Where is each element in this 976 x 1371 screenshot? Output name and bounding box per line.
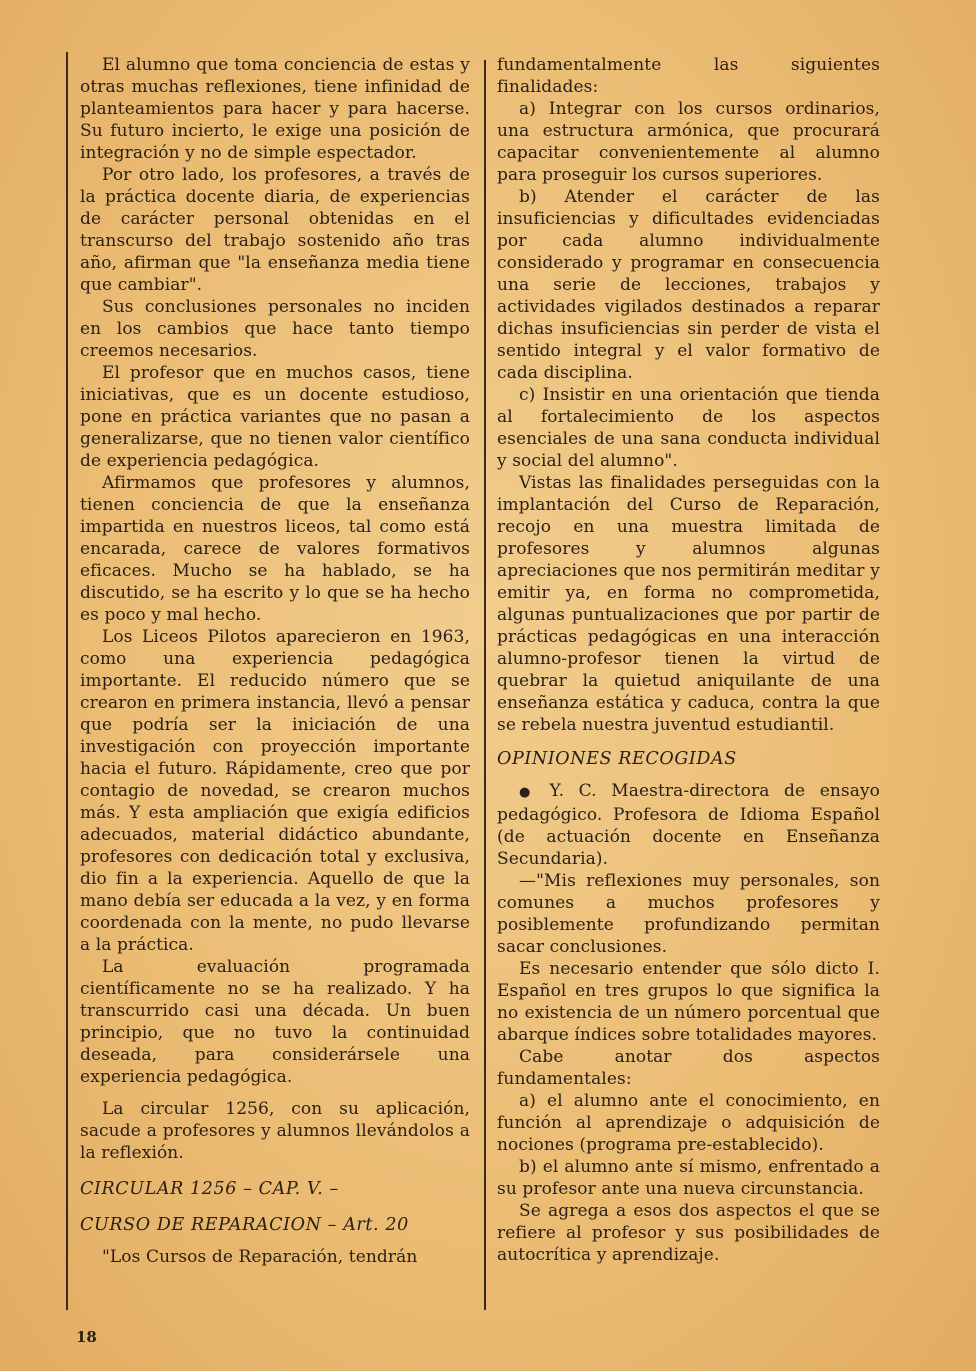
section-heading-circular: CIRCULAR 1256 – CAP. V. –: [80, 1179, 339, 1199]
paragraph: fundamentalmente las siguientes finalidades:: [497, 55, 880, 97]
left-column: [80, 54, 470, 1268]
page-number: 18: [76, 1328, 97, 1346]
paragraph: "Los Cursos de Reparación, tendrán: [102, 1247, 418, 1267]
list-item: c) Insistir en una orientación que tienda al fortalecimiento de los aspectos esenciales de una sana conducta individual y social del alumno".: [497, 385, 880, 471]
paragraph: —"Mis reflexiones muy personales, son comunes a muchos profesores y posiblemente profundizando permitan sacar conclusiones.: [497, 871, 880, 957]
bullet-icon: ●: [519, 785, 540, 800]
paragraph: Los Liceos Pilotos aparecieron en 1963, como una experiencia pedagógica importante. El reducido número que se crearon en primera instancia, llevó a pensar que podría ser la iniciación de una investigación con proyección importante hacia el futuro. Rápidamente, creo que por contagio de novedad, se crearon muchos más. Y esta ampliación que exigía edificios adecuados, material didáctico abundante, profesores con dedicación total y exclusiva, dio fin a la experiencia. Aquello de que la mano debía ser educada a la vez, y en forma coordenada con la mente, no pudo llevarse a la práctica.: [80, 627, 470, 955]
paragraph: Sus conclusiones personales no inciden en los cambios que hace tanto tiempo creemos necesarios.: [80, 297, 470, 361]
paragraph: Cabe anotar dos aspectos fundamentales:: [497, 1047, 880, 1089]
list-item: b) Atender el carácter de las insuficiencias y dificultades evidenciadas por cada alumno individualmente considerado y programar en consecuencia una serie de lecciones, trabajos y actividades vigilados destinados a reparar dichas insuficiencias sin perder de vista el sentido integral y el valor formativo de cada disciplina.: [497, 187, 880, 383]
list-item: a) Integrar con los cursos ordinarios, una estructura armónica, que procurará capacitar convenientemente al alumno para proseguir los cursos superiores.: [497, 99, 880, 185]
section-heading-curso: CURSO DE REPARACION – Art. 20: [80, 1215, 409, 1235]
paragraph: Se agrega a esos dos aspectos el que se refiere al profesor y sus posibilidades de autocrítica y aprendizaje.: [497, 1201, 880, 1265]
paragraph: [497, 780, 880, 870]
paragraph: Por otro lado, los profesores, a través de la práctica docente diaria, de experiencias de carácter personal obtenidas en el transcurso del trabajo sostenido año tras año, afirman que "la enseñanza media tiene que cambiar".: [80, 165, 470, 295]
section-heading-opiniones: OPINIONES RECOGIDAS: [497, 749, 737, 769]
left-column-rule: [66, 52, 68, 1310]
paragraph: La circular 1256, con su aplicación, sacude a profesores y alumnos llevándolos a la reflexión.: [80, 1099, 470, 1163]
list-item: b) el alumno ante sí mismo, enfrentado a su profesor ante una nueva circunstancia.: [497, 1157, 880, 1199]
list-item: a) el alumno ante el conocimiento, en función al aprendizaje o adquisición de nociones (programa pre-establecido).: [497, 1091, 880, 1155]
right-column: [497, 54, 880, 1266]
column-divider-rule: [484, 60, 486, 1310]
opinion-author: Y. C. Maestra-directora de ensayo pedagógico. Profesora de Idioma Español (de actuación docente en Enseñanza Secundaria).: [497, 781, 881, 869]
paragraph: La evaluación programada científicamente no se ha realizado. Y ha transcurrido casi una década. Un buen principio, que no tuvo la continuidad deseada, para considerársele una experiencia pedagógica.: [80, 957, 470, 1087]
paragraph: El profesor que en muchos casos, tiene iniciativas, que es un docente estudioso, pone en práctica variantes que no pasan a generalizarse, que no tienen valor científico de experiencia pedagógica.: [80, 363, 470, 471]
paragraph: Vistas las finalidades perseguidas con la implantación del Curso de Reparación, recojo en una muestra limitada de profesores y alumnos algunas apreciaciones que nos permitirán meditar y emitir ya, en forma no comprometida, algunas puntualizaciones que por partir de prácticas pedagógicas en una interacción alumno-profesor tienen la virtud de quebrar la quietud aniquilante de una enseñanza estática y caduca, contra la que se rebela nuestra juventud estudiantil.: [497, 473, 880, 735]
paragraph: Es necesario entender que sólo dicto I. Español en tres grupos lo que significa la no existencia de un número porcentual que abarque índices sobre totalidades mayores.: [497, 959, 880, 1045]
paragraph: Afirmamos que profesores y alumnos, tienen conciencia de que la enseñanza impartida en nuestros liceos, tal como está encarada, carece de valores formativos eficaces. Mucho se ha hablado, se ha discutido, se ha escrito y lo que se ha hecho es poco y mal hecho.: [80, 473, 470, 625]
paragraph: El alumno que toma conciencia de estas y otras muchas reflexiones, tiene infinidad de planteamientos para hacer y para hacerse. Su futuro incierto, le exige una posición de integración y no de simple espectador.: [80, 55, 470, 163]
